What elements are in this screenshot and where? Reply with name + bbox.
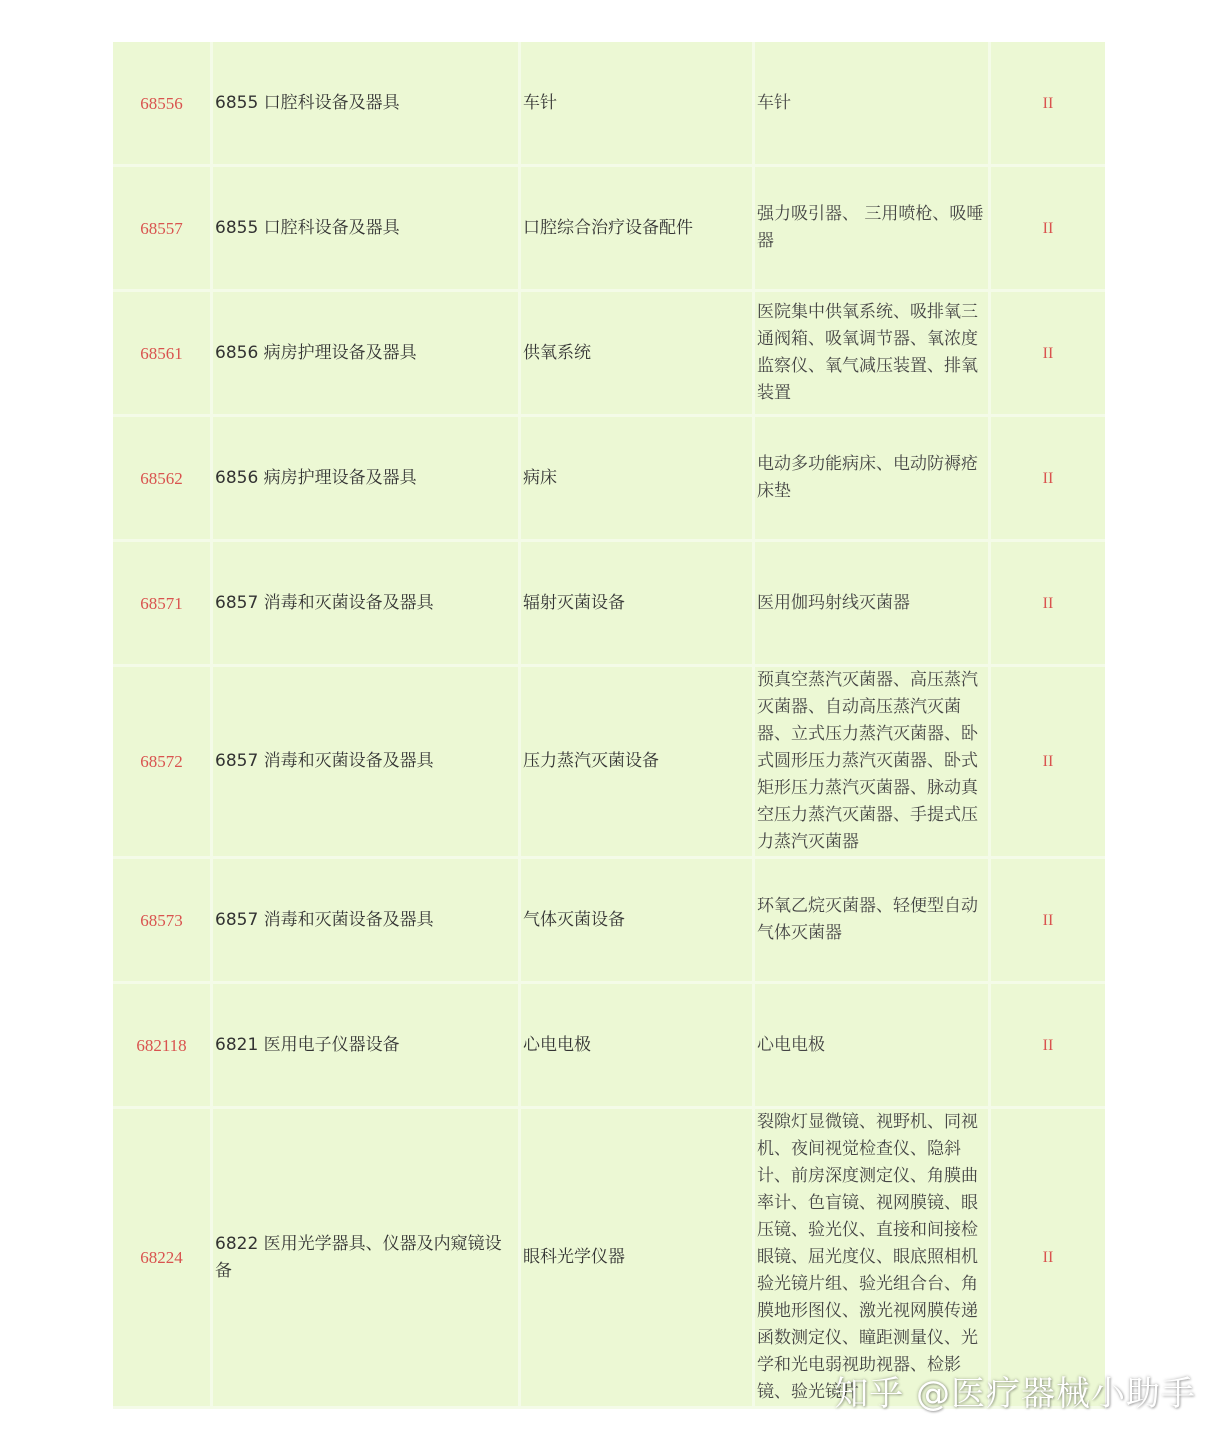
row-class: II	[991, 167, 1105, 292]
row-category: 6821 医用电子仪器设备	[213, 984, 521, 1109]
row-category: 6822 医用光学器具、仪器及内窥镜设备	[213, 1109, 521, 1409]
row-category: 6857 消毒和灭菌设备及器具	[213, 859, 521, 984]
row-product: 口腔综合治疗设备配件	[521, 167, 755, 292]
row-code: 68556	[113, 42, 213, 167]
row-examples: 医用伽玛射线灭菌器	[755, 542, 991, 667]
row-category: 6857 消毒和灭菌设备及器具	[213, 667, 521, 859]
table-row	[113, 859, 1105, 984]
row-class: II	[991, 859, 1105, 984]
row-examples: 医院集中供氧系统、吸排氧三通阀箱、吸氧调节器、氧浓度监察仪、氧气减压装置、排氧装置	[755, 292, 991, 417]
row-product: 眼科光学仪器	[521, 1109, 755, 1409]
row-product: 压力蒸汽灭菌设备	[521, 667, 755, 859]
table-row	[113, 984, 1105, 1109]
row-product: 供氧系统	[521, 292, 755, 417]
row-code: 68573	[113, 859, 213, 984]
row-class: II	[991, 542, 1105, 667]
table-row	[113, 42, 1105, 167]
row-examples: 强力吸引器、 三用喷枪、吸唾器	[755, 167, 991, 292]
row-product: 车针	[521, 42, 755, 167]
row-product: 气体灭菌设备	[521, 859, 755, 984]
row-examples: 环氧乙烷灭菌器、轻便型自动气体灭菌器	[755, 859, 991, 984]
row-examples: 电动多功能病床、电动防褥疮床垫	[755, 417, 991, 542]
row-product: 病床	[521, 417, 755, 542]
device-table-container	[113, 42, 1105, 1409]
row-code: 68571	[113, 542, 213, 667]
row-class: II	[991, 42, 1105, 167]
row-product: 辐射灭菌设备	[521, 542, 755, 667]
row-examples: 预真空蒸汽灭菌器、高压蒸汽灭菌器、自动高压蒸汽灭菌器、立式压力蒸汽灭菌器、卧式圆形压力蒸汽灭菌器、卧式矩形压力蒸汽灭菌器、脉动真空压力蒸汽灭菌器、手提式压力蒸汽灭菌器	[755, 667, 991, 859]
row-category: 6857 消毒和灭菌设备及器具	[213, 542, 521, 667]
row-code: 68224	[113, 1109, 213, 1409]
row-class: II	[991, 1109, 1105, 1409]
row-code: 68557	[113, 167, 213, 292]
row-examples: 车针	[755, 42, 991, 167]
row-code: 682118	[113, 984, 213, 1109]
row-class: II	[991, 417, 1105, 542]
row-code: 68572	[113, 667, 213, 859]
table-row	[113, 167, 1105, 292]
row-category: 6855 口腔科设备及器具	[213, 167, 521, 292]
row-category: 6855 口腔科设备及器具	[213, 42, 521, 167]
row-category: 6856 病房护理设备及器具	[213, 292, 521, 417]
row-code: 68561	[113, 292, 213, 417]
row-class: II	[991, 667, 1105, 859]
row-examples: 心电电极	[755, 984, 991, 1109]
table-row	[113, 292, 1105, 417]
device-classification-table	[113, 42, 1105, 1409]
table-row	[113, 542, 1105, 667]
table-row	[113, 667, 1105, 859]
row-category: 6856 病房护理设备及器具	[213, 417, 521, 542]
table-row	[113, 1109, 1105, 1409]
row-class: II	[991, 984, 1105, 1109]
zhihu-watermark: 知乎 @医疗器械小助手	[834, 1374, 1196, 1414]
table-row	[113, 417, 1105, 542]
row-code: 68562	[113, 417, 213, 542]
row-examples: 裂隙灯显微镜、视野机、同视机、夜间视觉检查仪、隐斜计、前房深度测定仪、角膜曲率计、色盲镜、视网膜镜、眼压镜、验光仪、直接和间接检眼镜、屈光度仪、眼底照相机验光镜片组、验光组合台、角膜地形图仪、激光视网膜传递函数测定仪、瞳距测量仪、光学和光电弱视助视器、检影镜、验光镜片	[755, 1109, 991, 1409]
row-product: 心电电极	[521, 984, 755, 1109]
row-class: II	[991, 292, 1105, 417]
